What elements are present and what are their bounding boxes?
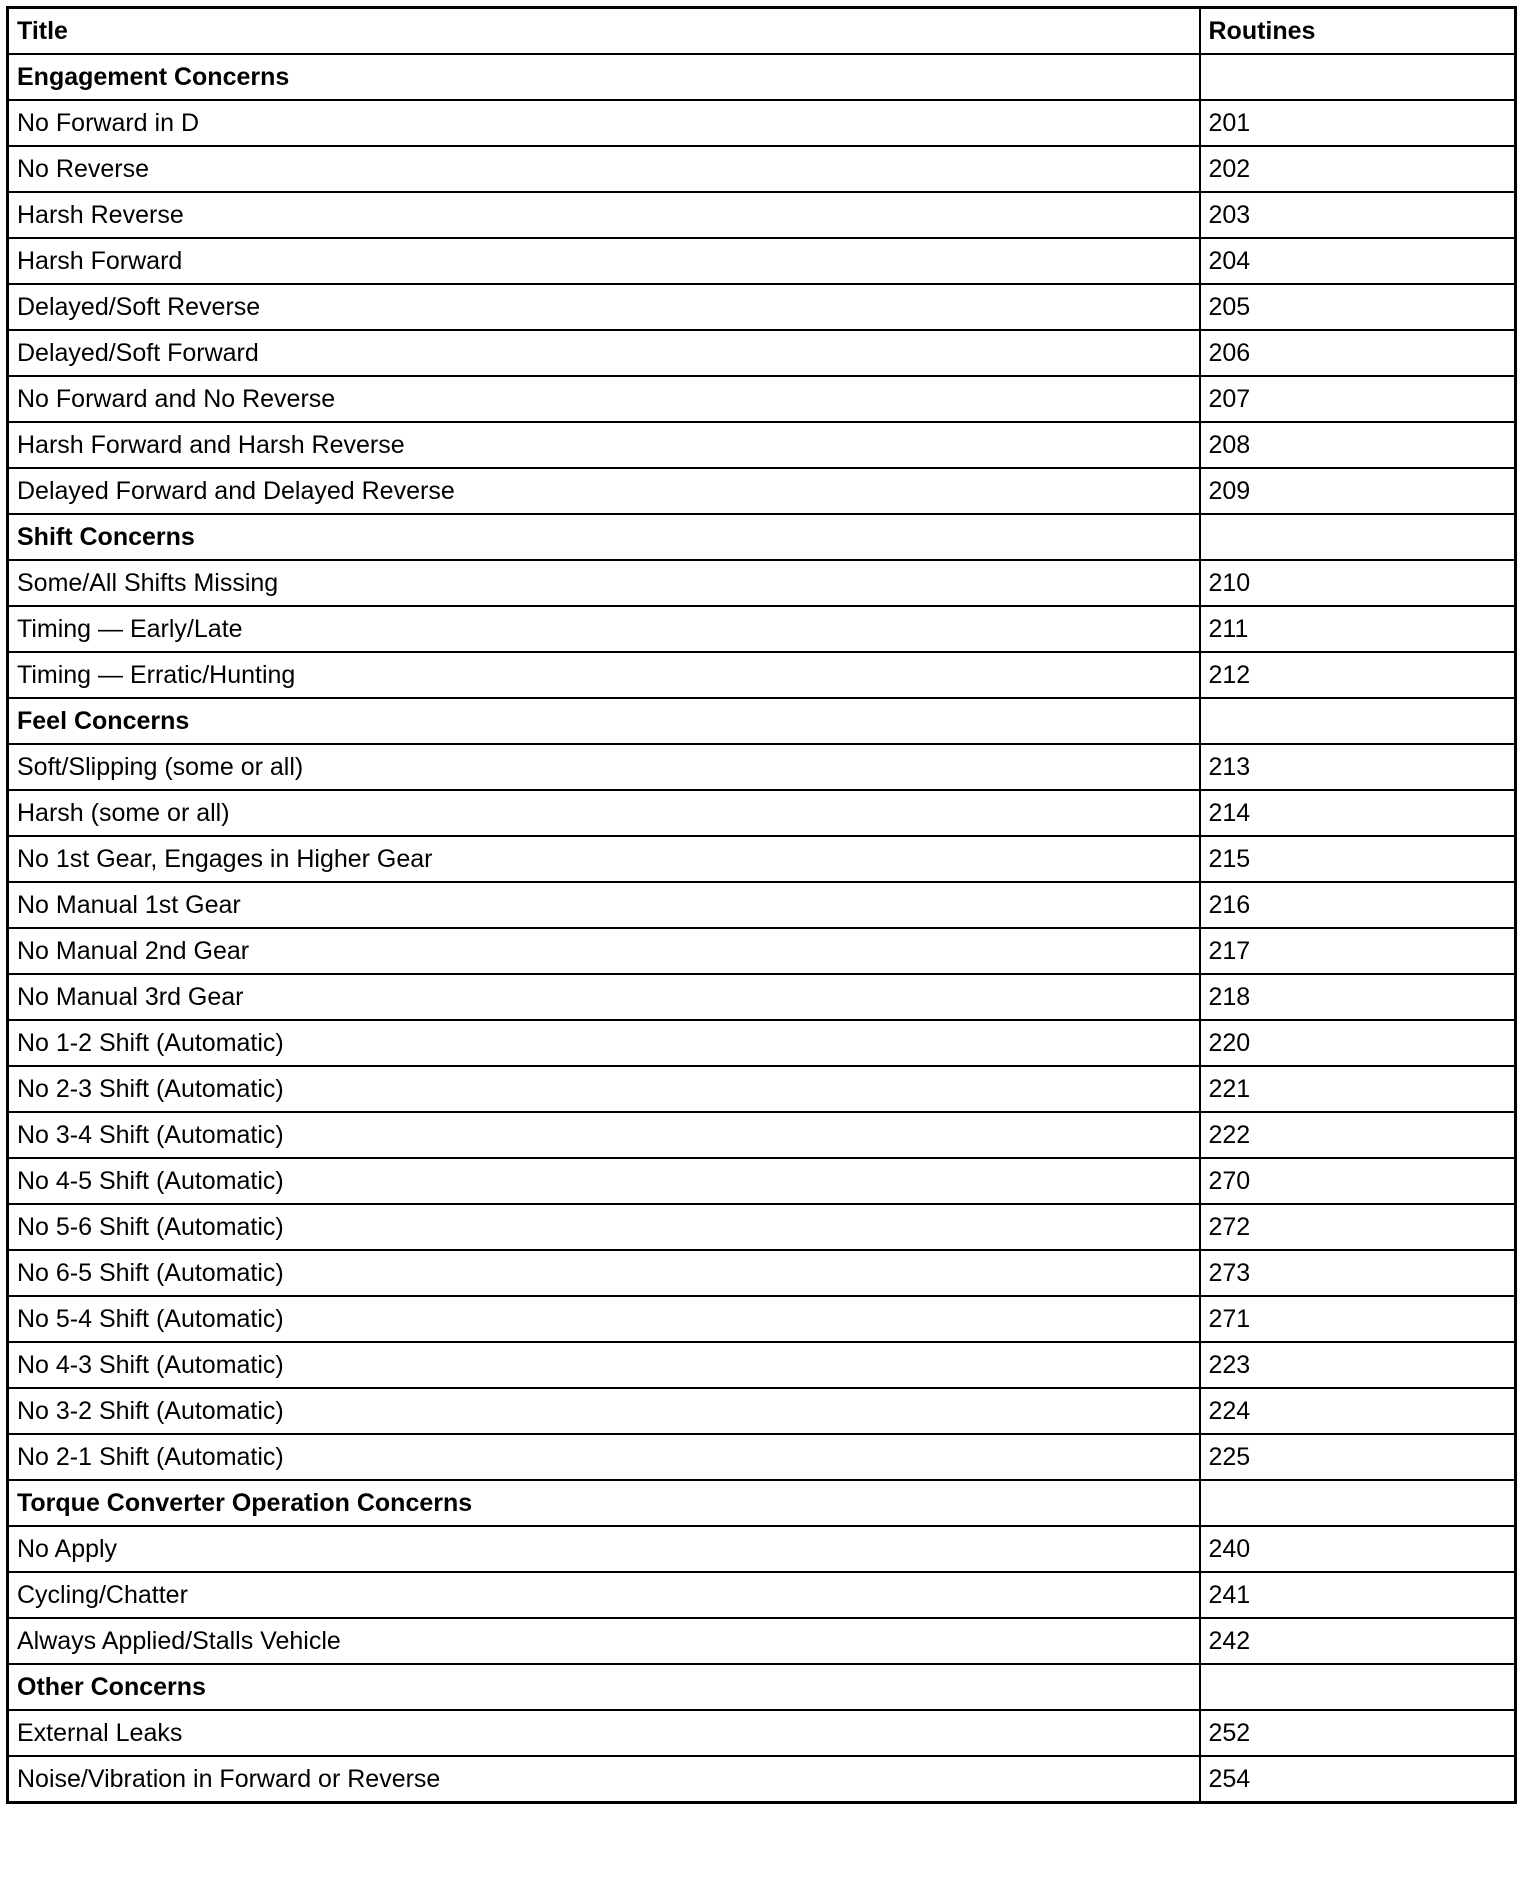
concern-title: Cycling/Chatter <box>8 1572 1200 1618</box>
table-row <box>8 1526 1516 1572</box>
concern-title: No Manual 1st Gear <box>8 882 1200 928</box>
table-row <box>8 882 1516 928</box>
concern-title: No Forward and No Reverse <box>8 376 1200 422</box>
routine-number: 202 <box>1200 146 1516 192</box>
section-title: Shift Concerns <box>8 514 1200 560</box>
concern-title: Soft/Slipping (some or all) <box>8 744 1200 790</box>
section-title: Engagement Concerns <box>8 54 1200 100</box>
concern-title: Timing — Early/Late <box>8 606 1200 652</box>
routine-number: 224 <box>1200 1388 1516 1434</box>
table-row <box>8 652 1516 698</box>
table-row <box>8 836 1516 882</box>
routine-number: 252 <box>1200 1710 1516 1756</box>
routine-number: 215 <box>1200 836 1516 882</box>
routine-number <box>1200 54 1516 100</box>
concern-title: No 5-4 Shift (Automatic) <box>8 1296 1200 1342</box>
table-row <box>8 146 1516 192</box>
table-row <box>8 974 1516 1020</box>
table-row <box>8 1020 1516 1066</box>
table-row <box>8 560 1516 606</box>
section-header-row <box>8 514 1516 560</box>
routine-number: 217 <box>1200 928 1516 974</box>
concern-title: External Leaks <box>8 1710 1200 1756</box>
table-row <box>8 330 1516 376</box>
routines-column-header: Routines <box>1200 8 1516 55</box>
routine-number: 204 <box>1200 238 1516 284</box>
concern-title: Delayed/Soft Forward <box>8 330 1200 376</box>
concern-title: Harsh (some or all) <box>8 790 1200 836</box>
table-row <box>8 468 1516 514</box>
routine-number: 205 <box>1200 284 1516 330</box>
concern-title: No 1-2 Shift (Automatic) <box>8 1020 1200 1066</box>
section-title: Other Concerns <box>8 1664 1200 1710</box>
table-row <box>8 1572 1516 1618</box>
concern-title: No 4-5 Shift (Automatic) <box>8 1158 1200 1204</box>
concern-title: No 2-1 Shift (Automatic) <box>8 1434 1200 1480</box>
table-row <box>8 1388 1516 1434</box>
concern-title: Some/All Shifts Missing <box>8 560 1200 606</box>
concern-title: Harsh Forward <box>8 238 1200 284</box>
routine-number: 210 <box>1200 560 1516 606</box>
routine-number: 214 <box>1200 790 1516 836</box>
routine-number: 240 <box>1200 1526 1516 1572</box>
routine-number: 242 <box>1200 1618 1516 1664</box>
routine-number: 211 <box>1200 606 1516 652</box>
routine-number: 208 <box>1200 422 1516 468</box>
concern-title: No Manual 3rd Gear <box>8 974 1200 1020</box>
section-header-row <box>8 698 1516 744</box>
table-row <box>8 1618 1516 1664</box>
section-header-row <box>8 1480 1516 1526</box>
concern-title: No 1st Gear, Engages in Higher Gear <box>8 836 1200 882</box>
concern-title: No Manual 2nd Gear <box>8 928 1200 974</box>
table-header-row <box>8 8 1516 55</box>
routine-number: 225 <box>1200 1434 1516 1480</box>
concern-title: Noise/Vibration in Forward or Reverse <box>8 1756 1200 1803</box>
concern-title: No Apply <box>8 1526 1200 1572</box>
routine-number: 271 <box>1200 1296 1516 1342</box>
table-row <box>8 284 1516 330</box>
table-body <box>8 54 1516 1803</box>
table-row <box>8 1066 1516 1112</box>
routine-number: 241 <box>1200 1572 1516 1618</box>
concern-title: Delayed Forward and Delayed Reverse <box>8 468 1200 514</box>
routine-number: 222 <box>1200 1112 1516 1158</box>
table-row <box>8 422 1516 468</box>
table-row <box>8 606 1516 652</box>
routine-number: 209 <box>1200 468 1516 514</box>
table-row <box>8 744 1516 790</box>
section-header-row <box>8 1664 1516 1710</box>
table-row <box>8 1342 1516 1388</box>
section-title: Torque Converter Operation Concerns <box>8 1480 1200 1526</box>
table-row <box>8 238 1516 284</box>
table-row <box>8 1710 1516 1756</box>
table-row <box>8 1158 1516 1204</box>
routine-number <box>1200 1664 1516 1710</box>
routine-number: 272 <box>1200 1204 1516 1250</box>
routine-number: 273 <box>1200 1250 1516 1296</box>
routine-number <box>1200 698 1516 744</box>
table-row <box>8 1204 1516 1250</box>
routine-number <box>1200 514 1516 560</box>
routine-number: 218 <box>1200 974 1516 1020</box>
section-header-row <box>8 54 1516 100</box>
routine-number: 201 <box>1200 100 1516 146</box>
concern-title: Harsh Reverse <box>8 192 1200 238</box>
routine-number <box>1200 1480 1516 1526</box>
table-row <box>8 1296 1516 1342</box>
routine-number: 216 <box>1200 882 1516 928</box>
routine-number: 206 <box>1200 330 1516 376</box>
concern-title: No 5-6 Shift (Automatic) <box>8 1204 1200 1250</box>
table-row <box>8 1434 1516 1480</box>
table-row <box>8 1756 1516 1803</box>
table-row <box>8 790 1516 836</box>
title-column-header: Title <box>8 8 1200 55</box>
concern-title: No Forward in D <box>8 100 1200 146</box>
section-title: Feel Concerns <box>8 698 1200 744</box>
table-row <box>8 1250 1516 1296</box>
concern-title: No 3-2 Shift (Automatic) <box>8 1388 1200 1434</box>
routine-number: 203 <box>1200 192 1516 238</box>
routine-number: 220 <box>1200 1020 1516 1066</box>
concern-title: Delayed/Soft Reverse <box>8 284 1200 330</box>
table-row <box>8 376 1516 422</box>
concern-title: No 4-3 Shift (Automatic) <box>8 1342 1200 1388</box>
table-row <box>8 928 1516 974</box>
concern-title: Timing — Erratic/Hunting <box>8 652 1200 698</box>
routines-table <box>6 6 1517 1804</box>
routine-number: 213 <box>1200 744 1516 790</box>
table-row <box>8 100 1516 146</box>
concern-title: No Reverse <box>8 146 1200 192</box>
table-row <box>8 192 1516 238</box>
table-row <box>8 1112 1516 1158</box>
concern-title: No 2-3 Shift (Automatic) <box>8 1066 1200 1112</box>
concern-title: Always Applied/Stalls Vehicle <box>8 1618 1200 1664</box>
routine-number: 223 <box>1200 1342 1516 1388</box>
routine-number: 270 <box>1200 1158 1516 1204</box>
routine-number: 254 <box>1200 1756 1516 1803</box>
routine-number: 212 <box>1200 652 1516 698</box>
concern-title: Harsh Forward and Harsh Reverse <box>8 422 1200 468</box>
concern-title: No 3-4 Shift (Automatic) <box>8 1112 1200 1158</box>
routine-number: 207 <box>1200 376 1516 422</box>
routine-number: 221 <box>1200 1066 1516 1112</box>
concern-title: No 6-5 Shift (Automatic) <box>8 1250 1200 1296</box>
